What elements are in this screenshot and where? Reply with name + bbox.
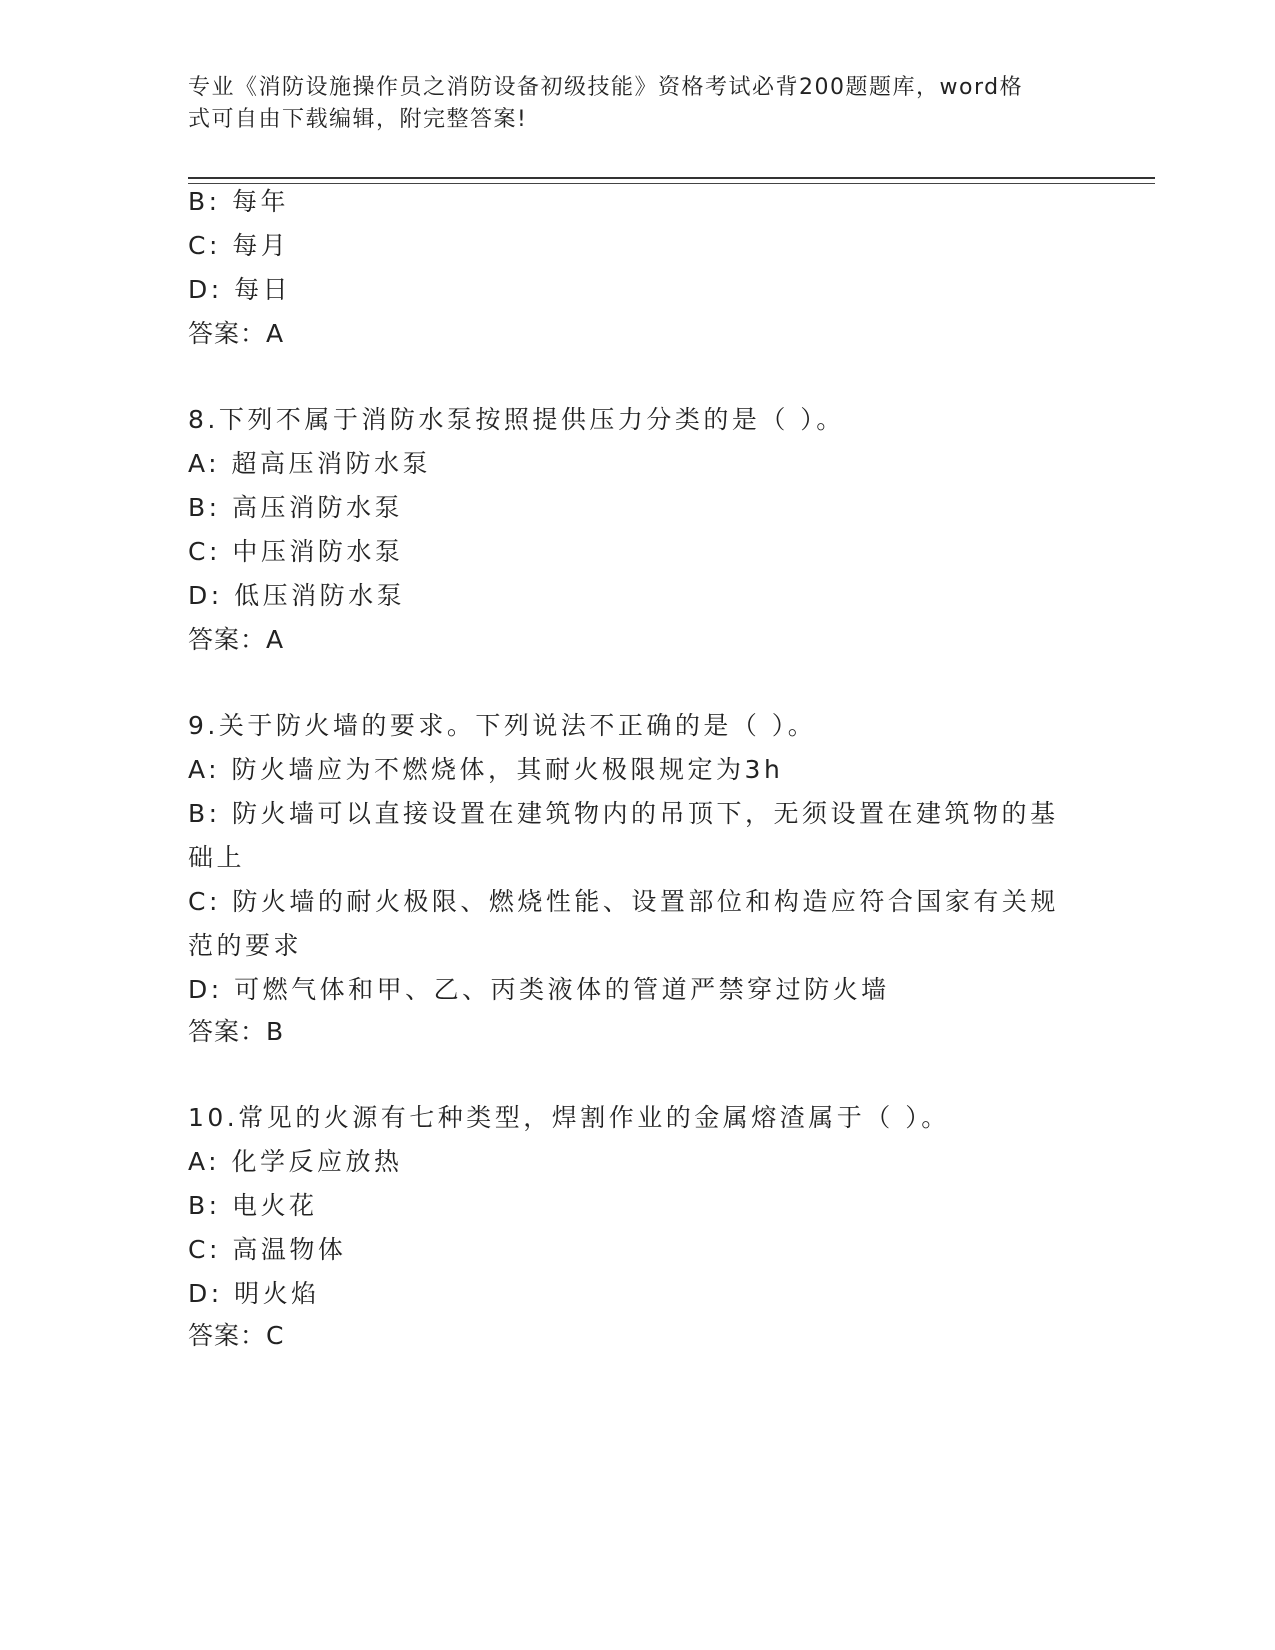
q9-option-b-line-2: 础上	[188, 843, 246, 872]
q9-option-d: D: 可燃气体和甲、乙、丙类液体的管道严禁穿过防火墙	[188, 975, 890, 1004]
header-title-line-2: 式可自由下载编辑，附完整答案!	[188, 107, 528, 132]
q9-option-c-line-2: 范的要求	[188, 931, 303, 960]
q7-option-c: C: 每月	[188, 231, 290, 260]
q7-answer: 答案：A	[188, 319, 285, 348]
q10-answer: 答案：C	[188, 1321, 285, 1350]
q7-option-d: D: 每日	[188, 275, 292, 304]
q10-option-c: C: 高温物体	[188, 1235, 347, 1264]
q10-option-a: A: 化学反应放热	[188, 1147, 403, 1176]
header-divider-thick	[188, 177, 1155, 179]
q8-option-b: B: 高压消防水泵	[188, 493, 404, 522]
q9-question: 9.关于防火墙的要求。下列说法不正确的是（ ）。	[188, 711, 817, 740]
q7-option-b: B: 每年	[188, 187, 290, 216]
header-divider-thin	[188, 183, 1155, 184]
q8-option-c: C: 中压消防水泵	[188, 537, 404, 566]
q9-option-c-line-1: C: 防火墙的耐火极限、燃烧性能、设置部位和构造应符合国家有关规	[188, 887, 1059, 916]
q10-option-b: B: 电火花	[188, 1191, 318, 1220]
q10-option-d: D: 明火焰	[188, 1279, 320, 1308]
q9-option-b-line-1: B: 防火墙可以直接设置在建筑物内的吊顶下，无须设置在建筑物的基	[188, 799, 1059, 828]
q10-question: 10.常见的火源有七种类型，焊割作业的金属熔渣属于（ ）。	[188, 1103, 950, 1132]
q9-answer: 答案：B	[188, 1017, 285, 1046]
q8-question: 8.下列不属于消防水泵按照提供压力分类的是（ ）。	[188, 405, 845, 434]
header-title-line-1: 专业《消防设施操作员之消防设备初级技能》资格考试必背200题题库，word格	[188, 75, 1024, 100]
q8-option-a: A: 超高压消防水泵	[188, 449, 432, 478]
q8-option-d: D: 低压消防水泵	[188, 581, 406, 610]
q9-option-a: A: 防火墙应为不燃烧体，其耐火极限规定为3h	[188, 755, 784, 784]
document-header	[188, 72, 1068, 136]
q8-answer: 答案：A	[188, 625, 285, 654]
